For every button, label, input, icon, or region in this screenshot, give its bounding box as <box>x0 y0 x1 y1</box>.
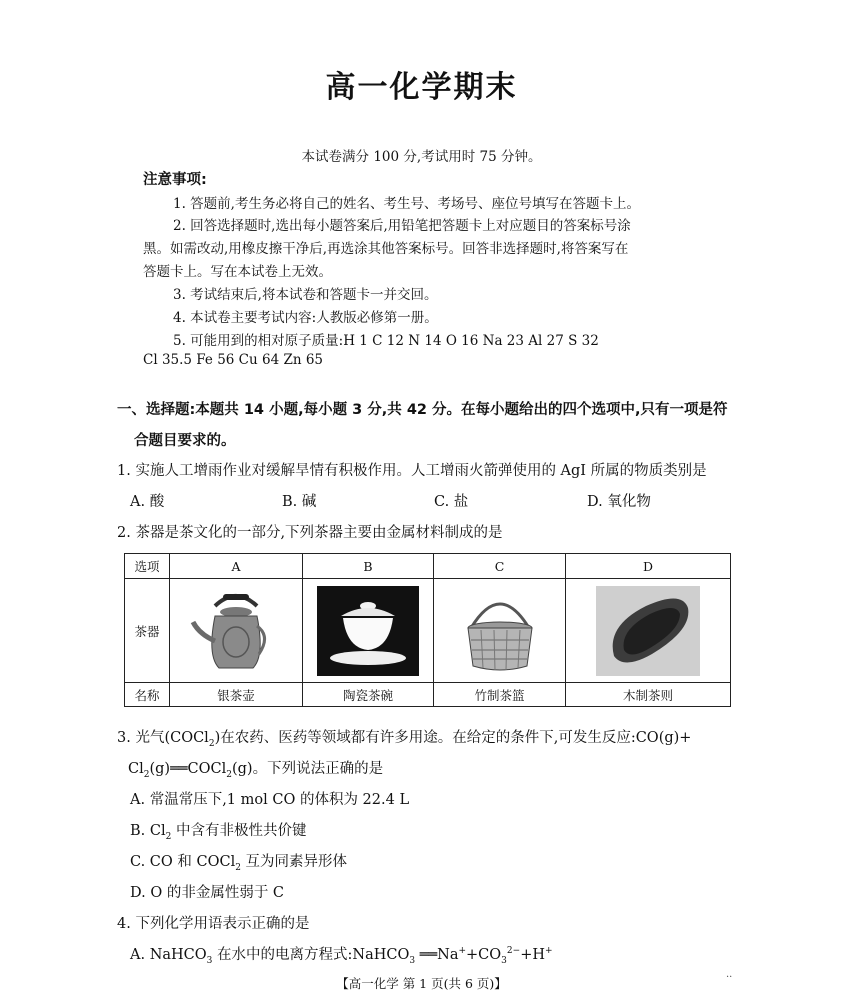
notice-item-2-line-2: 黑。如需改动,用橡皮擦干净后,再选涂其他答案标号。回答非选择题时,将答案写在 <box>143 241 629 257</box>
table-option-d: D <box>566 554 731 579</box>
wooden-scoop-cell <box>566 579 731 683</box>
question-3-equation: $Cl_2(g)══COCl_2(g)$。下列说法正确的是 <box>128 761 384 780</box>
question-2-stem: 2. 茶器是茶文化的一部分,下列茶器主要由金属材料制成的是 <box>117 525 503 541</box>
tea-ware-table <box>124 553 731 707</box>
question-1-option-b: B. 碱 <box>282 494 317 510</box>
section-heading-line-1: 一、选择题:本题共 14 小题,每小题 3 分,共 42 分。在每小题给出的四个选项中,只有一项是符 <box>117 402 728 418</box>
table-header-label: 选项 <box>125 554 170 579</box>
notice-item-1: 1. 答题前,考生务必将自己的姓名、考生号、考场号、座位号填写在答题卡上。 <box>173 196 640 212</box>
table-option-a: A <box>170 554 303 579</box>
notice-heading: 注意事项: <box>143 172 207 188</box>
bamboo-basket-cell <box>434 579 566 683</box>
name-bamboo-basket: 竹制茶篮 <box>434 683 566 707</box>
question-4-option-a: A. NaHCO$_3$ 在水中的电离方程式:NaHCO$_3$ $══Na^++CO_3^{2-}+H^+$ <box>130 946 553 966</box>
table-option-b: B <box>303 554 434 579</box>
notice-item-2-line-1: 2. 回答选择题时,选出每小题答案后,用铅笔把答题卡上对应题目的答案标号涂 <box>173 218 631 234</box>
question-3-option-d: D. O 的非金属性弱于 C <box>130 885 285 901</box>
section-heading-line-2: 合题目要求的。 <box>134 433 236 449</box>
notice-item-2-line-3: 答题卡上。写在本试卷上无效。 <box>143 264 332 280</box>
question-3-stem: 3. 光气(COCl$_2$)在农药、医药等领域都有许多用途。在给定的条件下,可发生反应:CO(g)+ <box>117 730 692 749</box>
question-1-option-a: A. 酸 <box>130 494 165 510</box>
page-footer: 【高一化学 第 1 页(共 6 页)】 <box>336 976 507 991</box>
name-wooden-scoop: 木制茶则 <box>566 683 731 707</box>
corner-mark: ·· <box>726 972 733 983</box>
ceramic-bowl-image <box>317 586 419 676</box>
notice-item-5-line-2: Cl 35.5 Fe 56 Cu 64 Zn 65 <box>143 352 323 368</box>
question-1-option-d: D. 氧化物 <box>587 494 651 510</box>
wooden-scoop-image <box>596 586 700 676</box>
question-3-option-b: B. $Cl_2$ 中含有非极性共价键 <box>130 823 307 842</box>
page-title: 高一化学期末 <box>325 70 518 105</box>
question-1-option-c: C. 盐 <box>434 494 469 510</box>
ceramic-bowl-cell <box>303 579 434 683</box>
question-3-option-c: C. CO 和 COCl$_2$ 互为同素异形体 <box>130 854 348 873</box>
bamboo-basket-image <box>449 586 551 676</box>
table-row-label-name: 名称 <box>125 683 170 707</box>
name-silver-teapot: 银茶壶 <box>170 683 303 707</box>
silver-teapot-image <box>185 586 287 676</box>
notice-item-4: 4. 本试卷主要考试内容:人教版必修第一册。 <box>173 310 438 326</box>
table-option-c: C <box>434 554 566 579</box>
silver-teapot-cell <box>170 579 303 683</box>
question-1-stem: 1. 实施人工增雨作业对缓解旱情有积极作用。人工增雨火箭弹使用的 AgI 所属的物质类别是 <box>117 463 707 479</box>
notice-item-3: 3. 考试结束后,将本试卷和答题卡一并交回。 <box>173 287 438 303</box>
name-ceramic-bowl: 陶瓷茶碗 <box>303 683 434 707</box>
question-3-option-a: A. 常温常压下,1 mol CO 的体积为 22.4 L <box>130 792 410 808</box>
exam-info: 本试卷满分 100 分,考试用时 75 分钟。 <box>301 149 542 165</box>
question-4-stem: 4. 下列化学用语表示正确的是 <box>117 916 310 932</box>
table-row-label-image: 茶器 <box>125 579 170 683</box>
notice-item-5-line-1: 5. 可能用到的相对原子质量:H 1 C 12 N 14 O 16 Na 23 Al 27 S 32 <box>173 333 599 349</box>
